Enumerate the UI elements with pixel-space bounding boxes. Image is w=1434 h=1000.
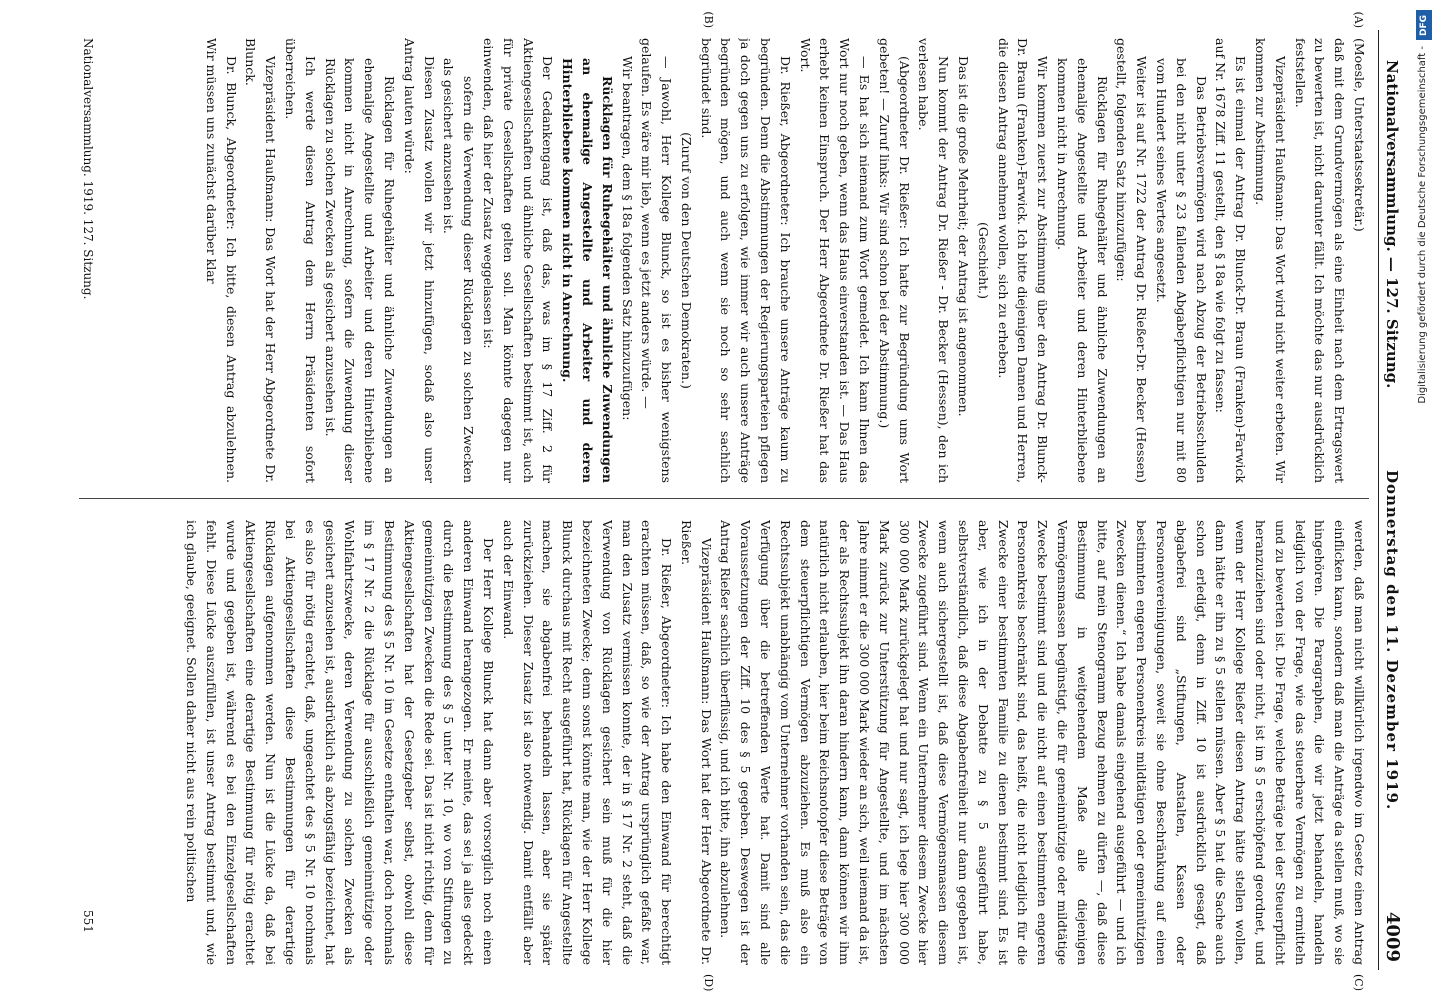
page-footer: Nationalversammlung. 1919. 127. Sitzung. (81, 38, 95, 300)
margin-mark-c: (C) (1352, 974, 1365, 991)
paragraph: Vizepräsident Haußmann: Das Wort wird nicht weiter erbeten. Wir kommen zur Abstimmung. (1253, 38, 1288, 483)
quoted-motion: sofern die Verwendung dieser Rücklagen zu solchen Zwecken als gesichert anzusehen ist. (441, 58, 477, 483)
paragraph: Der Gedankengang ist, daß das, was im § 17 Ziff. 2 für Aktiengesellschaften und ähnliche Gesellschaften bestimmt ist, auch für private Gesellschaften gelten soll. Man könnte dagegen nur einwenden, daß hier der Zusatz weggelassen ist: (480, 38, 556, 483)
dfg-credit-strip (1416, 10, 1432, 630)
paragraph: Dr. Rießer, Abgeordneter: Ich brauche unsere Anträge kaum zu begründen. Denn die Abstimmungen der Regierungsparteien pflegen ja doch gegen uns zu erfolgen, wie immer wir auch unsere Anträge begründen mögen, und auch wenn sie noch so sehr sachlich begründet sind. (698, 38, 793, 483)
header-left: Nationalversammlung. — 127. Sitzung. (1383, 60, 1401, 389)
paragraph: daß mit dem Grundvermögen als eine Einheit nach dem Ertragswert zu bewerten ist, nicht darunter fällt. Ich möchte das nur ausdrücklich feststellen. (1292, 38, 1348, 483)
header-page-number: 4009 (1382, 911, 1403, 962)
dfg-credit-text: Digitalisierung gefördert durch die Deutsche Forschungsgemeinschaft - (1417, 46, 1428, 404)
paragraph: Vizepräsident Haußmann: Das Wort hat der Herr Abgeordnete Dr. Blunck. (243, 38, 279, 483)
page-bottom-number: 551 (81, 910, 95, 933)
stage-direction: (Geschieht.) (975, 221, 991, 300)
quoted-motion: Das Betriebsvermögen wird nach Abzug der Betriebsschulden bei den nicht unter § 23 fallenden Abgabepflichtigen nur mit 80 vom Hundert seines Wertes angesetzt. (1154, 58, 1209, 483)
paragraph: Wir kommen zuerst zur Abstimmung über den Antrag Dr. Blunck-Dr. Braun (Franken)-Farwick. Ich bitte diejenigen Damen und Herren, die diesen Antrag annehmen wollen, sich zu erheben. (995, 38, 1051, 483)
header-center: Donnerstag den 11. Dezember 1919. (1383, 470, 1401, 811)
paragraph: Dr. Rießer, Abgeordneter: Ich habe den Einwand für berechtigt erachten müssen, daß, so wie der Antrag ursprünglich gefaßt war, man den Zusatz vermissen konnte, der in § 17 Nr. 2 steht, daß die Verwendung von Rücklagen gesichert sein muß für die hier bezeichneten Zwecke; denn sonst könnte man, wie der Herr Kollege Blunck durchaus mit Recht ausgeführt hat, Rücklagen für Angestellte machen, sie abgabenfrei behandeln lassen, aber sie später zurückziehen. Dieser Zusatz ist also notwendig. Damit entfällt aber auch der Einwand. (500, 520, 675, 965)
margin-mark-a: (A) (1352, 11, 1365, 28)
paragraph: Dr. Blunck, Abgeordneter: Ich bitte, diesen Antrag abzulehnen. Wir müssen uns zunächst darüber klar (203, 38, 239, 483)
dfg-logo: DFG (1416, 10, 1432, 40)
paragraph: Es ist einmal der Antrag Dr. Blunck-Dr. Braun (Franken)-Farwick auf Nr. 1678 Ziff. 11 gestellt, den § 18a wie folgt zu fassen: (1213, 38, 1249, 483)
paragraph: Weiter ist auf Nr. 1722 der Antrag Dr. Rießer-Dr. Becker (Hessen) gestellt, folgenden Satz hinzuzufügen: (1114, 38, 1150, 483)
paragraph: Wir beantragen, dem § 18a folgenden Satz hinzuzufügen: (619, 56, 635, 421)
margin-mark-b: (B) (702, 11, 715, 28)
stage-direction: (Zuruf von den Deutschen Demokraten.) (678, 132, 694, 389)
right-column (79, 520, 1369, 965)
paragraph: Diesen Zusatz wollen wir jetzt hinzufügen, sodaß also unser Antrag lauten würde: (401, 38, 437, 483)
paragraph: werden, daß man nicht willkürlich irgendwo im Gesetz einen Antrag einflicken kann, sondern daß man die Anträge da stellen muß, wo sie hingehören. Die Paragraphen, die wir jetzt behandeln, handeln lediglich von der Frage, wie das steuerbare Vermögen zu ermitteln und zu bewerten ist. Die Frage, welche Beträge bei der Steuerpflicht heranzuziehen sind oder nicht, ist im § 5 erschöpfend geordnet, und wenn der Herr Kollege Rießer diesen Antrag hätte stellen wollen, dann hätte er ihn zu § 5 stellen müssen. Aber § 5 hat die Sache auch schon erledigt, denn in Ziff. 10 ist ausdrücklich gesagt, daß abgabefrei sind „Stiftungen, Anstalten, Kassen oder Personenvereinigungen, soweit sie ohne Beschränkung auf einen bestimmten engeren Personenkreis mildtätigen oder gemeinnützigen Zwecken dienen.“ Ich habe damals eingehend ausgeführt — und ich bitte, auf mein Stenogramm Bezug nehmen zu dürfen —, daß diese Bestimmung in weitgehendem Maße alle diejenigen Vermögensmassen begünstigt, die für gemeinnützige oder mildtätige Zwecke bestimmt sind und die nicht auf einen bestimmten engeren Personenkreis beschränkt sind, das heißt, die nicht lediglich für die Zwecke einer bestimmten Familie zu dienen bestimmt sind. Es ist aber, wie ich in der Debatte zu § 5 ausgeführt habe, selbstverständlich, daß diese Abgabenfreiheit nur dann gegeben ist, wenn auch sichergestellt ist, daß diese Vermögensmassen diesem Zwecke zugeführt sind. Wenn ein Unternehmer diesem Zwecke hier 300 000 Mark zurückgelegt hat und nur sagt, ich lege hier 300 000 Mark zurück zur Unterstützung für Angestellte, und im nächsten Jahre nimmt er die 300 000 Mark wieder an sich, weil niemand da ist, der als Rechtssubjekt ihn daran hindern kann, dann können wir ihm natürlich nicht erlauben, hier beim Reichsnotopfer diese Beträge von dem steuerpflichtigen Vermögen abzuziehen. Es muß also ein Rechtssubjekt unabhängig vom Unternehmer vorhanden sein, das die Verfügung über die betreffenden Werte hat. Damit sind alle Voraussetzungen der Ziff. 10 des § 5 gegeben. Deswegen ist der Antrag Rießer sachlich überflüssig, und ich bitte, ihn abzulehnen. (718, 520, 1367, 965)
quoted-motion: Rücklagen für Ruhegehälter und ähnliche Zuwendungen an ehemalige Angestellte und Arbeiter und deren Hinterbliebene kommen nicht in Anrechnung. (560, 58, 615, 483)
rotated-page-content (60, 11, 1405, 992)
paragraph: Der Herr Kollege Blunck hat dann aber vorsorglich noch einen anderen Einwand herangezogen. Er meinte, das sei ja alles gedeckt durch die Bestimmung des § 5 unter Nr. 10, wo von Stiftungen zu gemeinnützigen Zwecken die Rede sei. Das ist nicht richtig, denn für Aktiengesellschaften hat der Gesetzgeber selbst, obwohl diese Bestimmung des § 5 Nr. 10 im Gesetze enthalten war, doch nochmals im § 17 Nr. 2 die Rücklage für ausschließlich gemeinnützige oder Wohlfahrtszwecke, deren Verwendung zu solchen Zwecken als gesichert anzusehen ist, ausdrücklich als abzugsfähig bezeichnet, hat es also für nötig erachtet, daß, ungeachtet des § 5 Nr. 10 nochmals bei Aktiengesellschaften diese Bestimmungen für derartige Rücklagen aufgenommen werden. Nun ist die Lücke da, daß bei Aktiengesellschaften eine derartige Bestimmung für nötig erachtet wurde und gegeben ist, während es bei den Einzelgesellschaften fehlt. Diese Lücke auszufüllen, ist unser Antrag bestimmt und, wie ich glaube, geeignet. Sollen daher nicht aus rein politischen (183, 520, 496, 965)
page-header (1378, 30, 1405, 970)
speaker-note: (Moesle, Unterstaatssekretär.) (1352, 38, 1367, 232)
paragraph: — Es hat sich niemand zum Wort gemeldet. Ich kann Ihnen das Wort nur noch geben, wenn das Haus einverstanden ist. — Das Haus erhebt keinen Einspruch. Der Herr Abgeordnete Dr. Rießer hat das Wort. (797, 38, 873, 483)
paragraph: Ich werde diesen Antrag dem Herrn Präsidenten sofort überreichen. (282, 38, 318, 483)
quoted-motion: Rücklagen für Ruhegehälter und ähnliche Zuwendungen an ehemalige Angestellte und Arbeiter und deren Hinterbliebene kommen nicht in Anrechnung, sofern die Zuwendung dieser Rücklagen zu solchen Zwecken als gesichert anzusehen ist. (322, 58, 397, 483)
paragraph: Nun kommt der Antrag Dr. Rießer - Dr. Becker (Hessen), den ich verlesen habe. (916, 38, 952, 483)
interjection: (Abgeordneter Dr. Rießer: Ich hatte zur Begründung ums Wort gebeten! — Zuruf links: Wir sind schon bei der Abstimmung.) (876, 38, 912, 483)
left-column (79, 38, 1369, 483)
margin-mark-d: (D) (702, 974, 715, 992)
paragraph: Das ist die große Mehrheit; der Antrag ist angenommen. (956, 56, 972, 417)
paragraph: Vizepräsident Haußmann: Das Wort hat der Herr Abgeordnete Dr. Rießer. (678, 520, 714, 965)
column-divider (79, 498, 1369, 499)
quoted-motion: Rücklagen für Ruhegehälter und ähnliche Zuwendungen an ehemalige Angestellte und Arbeiter und deren Hinterbliebene kommen nicht in Anrechnung. (1055, 58, 1110, 483)
paragraph: — Jawohl, Herr Kollege Blunck, so ist es bisher wenigstens gelaufen. Es wäre mir lieb, wenn es jetzt anders würde. — (639, 38, 675, 483)
